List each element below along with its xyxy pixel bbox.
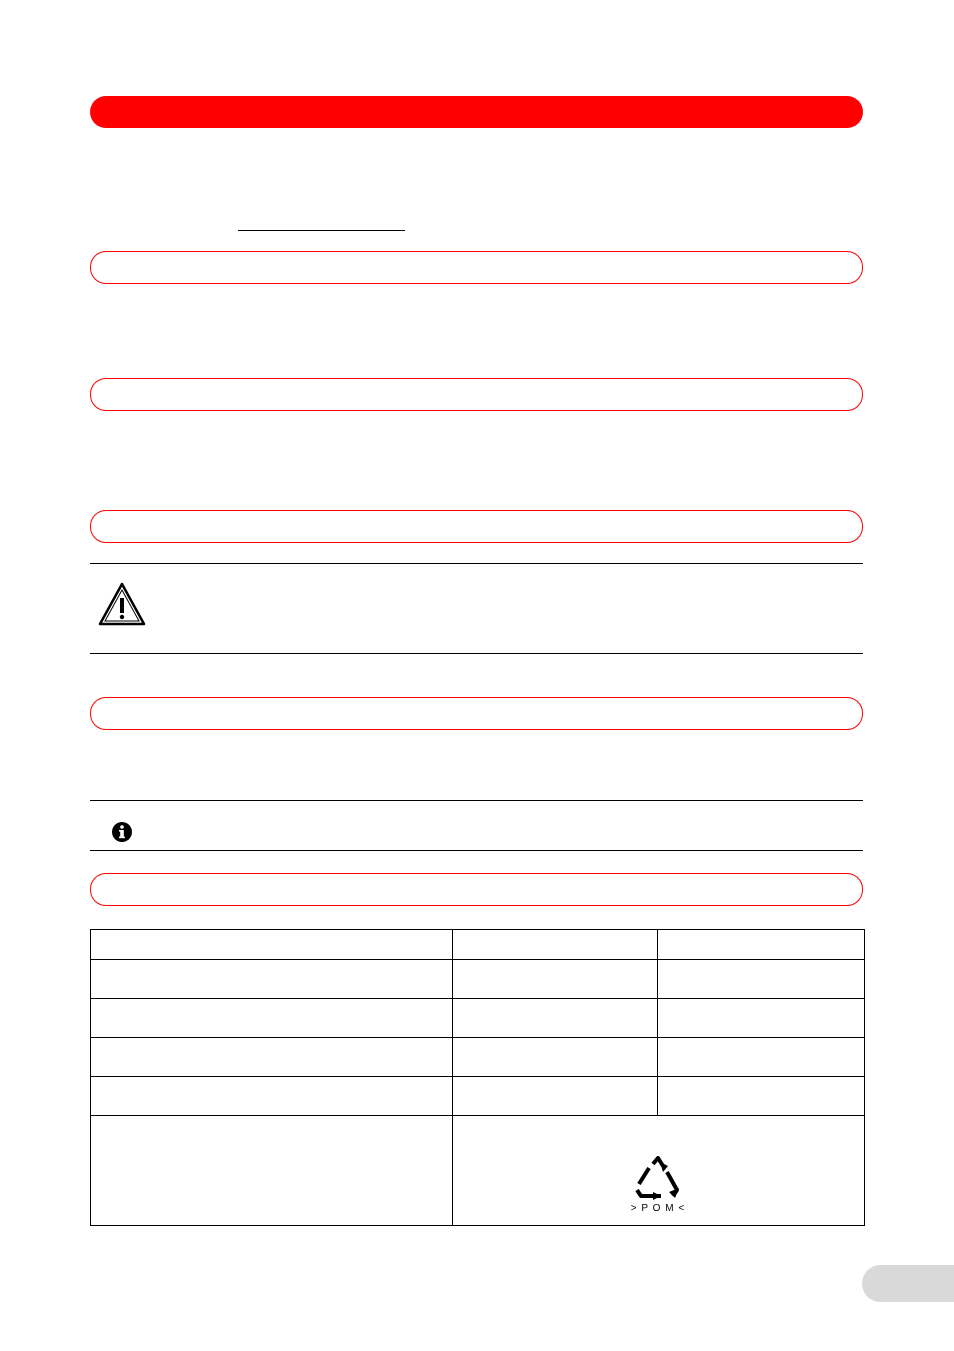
table-cell (658, 960, 865, 999)
table-cell (658, 999, 865, 1038)
table-cell (453, 999, 658, 1038)
table-cell (658, 1038, 865, 1077)
table-cell (91, 960, 453, 999)
recycling-cell (453, 1116, 865, 1226)
section-header-5 (90, 873, 863, 906)
table-row (91, 999, 865, 1038)
warning-box-bottom-rule (90, 653, 863, 654)
info-icon (111, 821, 133, 843)
page-number-tab (862, 1265, 954, 1302)
section-header-1 (90, 251, 863, 284)
recycle-icon (633, 1156, 683, 1200)
table-cell (91, 930, 453, 960)
table-cell (91, 1038, 453, 1077)
section-header-3 (90, 510, 863, 543)
table-row (91, 960, 865, 999)
info-box-top-rule (90, 800, 863, 801)
underlined-link[interactable] (238, 230, 405, 231)
table-row-recycling (91, 1116, 865, 1226)
section-header-2 (90, 378, 863, 411)
table-cell (91, 1077, 453, 1116)
table-cell (453, 1077, 658, 1116)
table-header-row (91, 930, 865, 960)
warning-box-top-rule (90, 563, 863, 564)
info-box-bottom-rule (90, 850, 863, 851)
recycling-symbol (453, 1116, 864, 1225)
table-cell (453, 930, 658, 960)
table-cell (91, 1116, 453, 1226)
spec-table (90, 929, 865, 1226)
section-header-4 (90, 697, 863, 730)
table-row (91, 1038, 865, 1077)
table-cell (453, 1038, 658, 1077)
warning-triangle-icon (98, 582, 146, 626)
chapter-title-bar (90, 96, 863, 128)
table-cell (658, 1077, 865, 1116)
table-cell (658, 930, 865, 960)
recycle-code-label: > P O M < (630, 1203, 686, 1214)
table-row (91, 1077, 865, 1116)
table-cell (453, 960, 658, 999)
table-cell (91, 999, 453, 1038)
